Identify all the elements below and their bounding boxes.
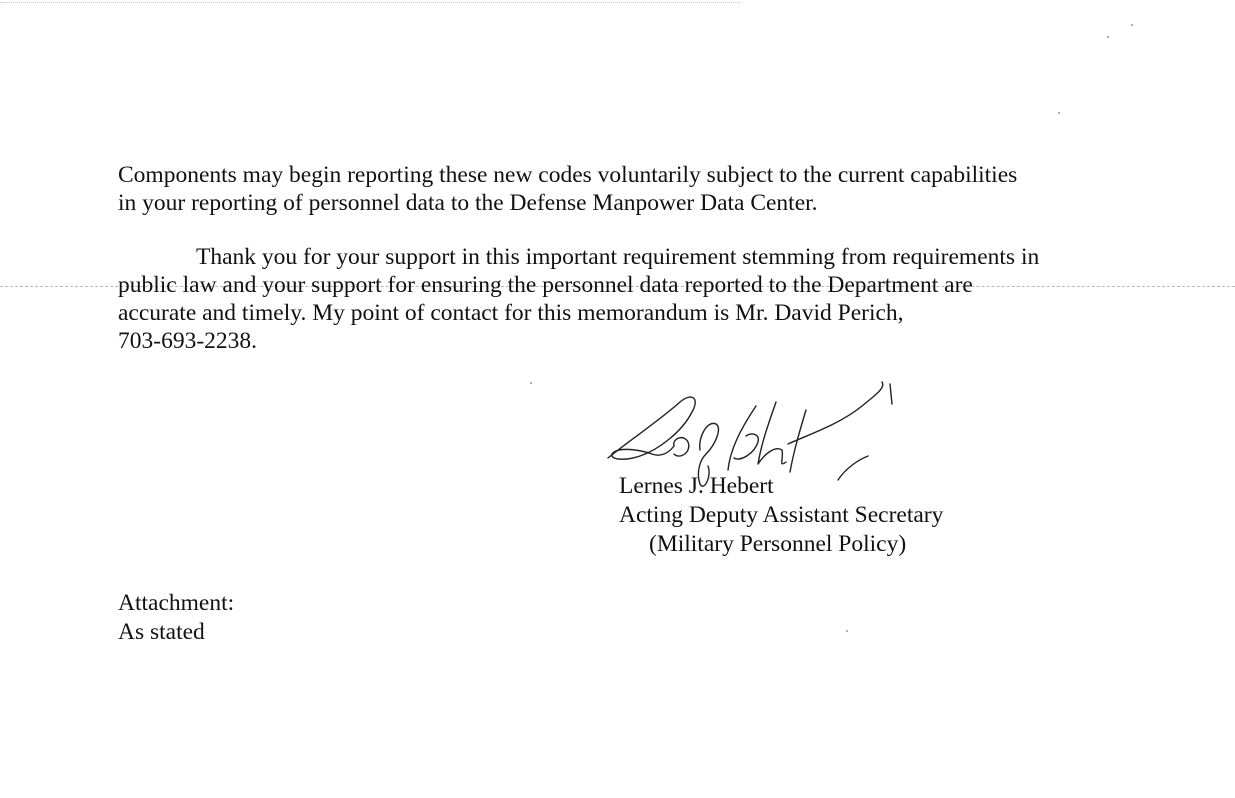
scan-speck (1131, 24, 1133, 26)
paragraph-line: Components may begin reporting these new codes voluntarily subject to the current capabilities (118, 162, 1018, 188)
attachment-block (118, 589, 234, 647)
scan-speck (1058, 112, 1060, 114)
paragraph-line: public law and your support for ensuring the personnel data reported to the Department are (118, 272, 973, 298)
paragraph-line-text: Thank you for your support in this important requirement stemming from requirements in (196, 244, 1040, 270)
body-paragraph-2 (118, 243, 1039, 355)
paragraph-line: in your reporting of personnel data to the Defense Manpower Data Center. (118, 190, 818, 216)
signature-block (619, 472, 943, 559)
paragraph-line: 703-693-2238. (118, 328, 258, 354)
signer-title: Acting Deputy Assistant Secretary (619, 502, 944, 528)
scan-speck (846, 630, 848, 632)
attachment-label: Attachment: (118, 590, 235, 616)
signer-office: (Military Personnel Policy) (649, 531, 907, 557)
attachment-value: As stated (118, 619, 205, 645)
scan-speck (1107, 36, 1109, 38)
paragraph-line: accurate and timely. My point of contact for this memorandum is Mr. David Perich, (118, 300, 904, 326)
signer-name: Lernes J. Hebert (619, 473, 774, 499)
body-paragraph-1 (118, 161, 1017, 217)
scan-artifact-top (0, 2, 740, 3)
scan-speck (530, 382, 532, 384)
paragraph-line-first (118, 243, 1039, 271)
